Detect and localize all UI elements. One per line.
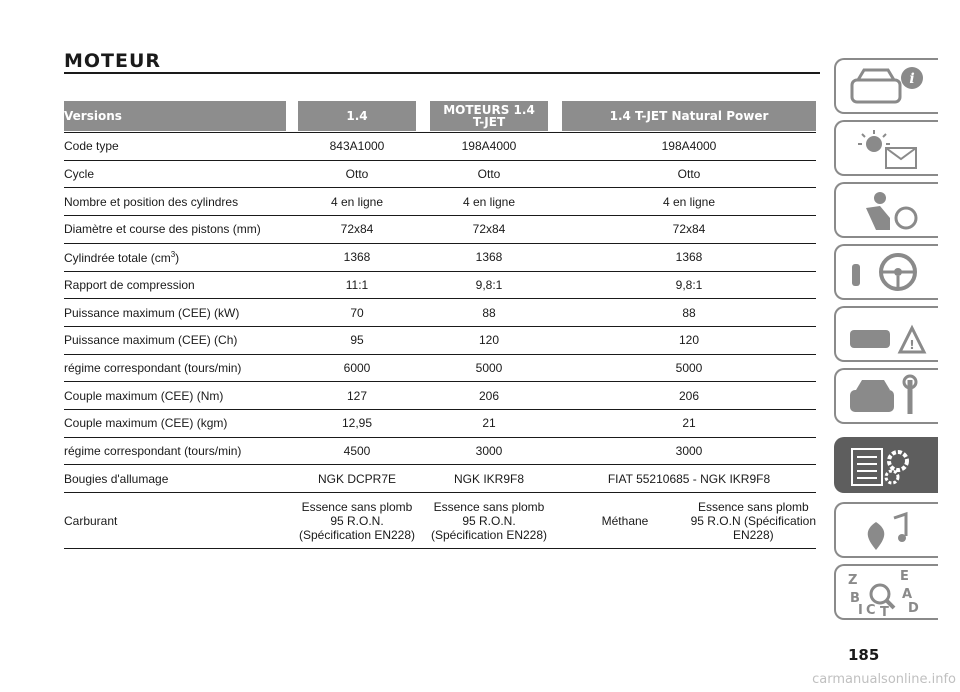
header-col-tjet-line1: MOTEURS 1.4 bbox=[443, 103, 535, 117]
car-service-icon bbox=[846, 374, 930, 420]
cell-natural-power: 5000 bbox=[675, 360, 703, 375]
cell-1-4: 4500 bbox=[343, 444, 371, 459]
row-label: Carburant bbox=[64, 514, 118, 528]
cell-1-4: 4 en ligne bbox=[330, 194, 384, 209]
cell-1-4: 72x84 bbox=[340, 222, 374, 237]
table-row bbox=[64, 244, 816, 271]
cell-1-4: 11:1 bbox=[345, 277, 369, 292]
page-title: MOTEUR bbox=[64, 50, 162, 72]
fuel-1-4-line1: Essence sans plomb bbox=[301, 500, 413, 514]
cell-tjet: 1368 bbox=[475, 250, 503, 265]
svg-text:T: T bbox=[880, 605, 889, 616]
row-label: régime correspondant (tours/min) bbox=[64, 444, 242, 459]
fuel-natural-power-petrol bbox=[688, 496, 816, 546]
svg-text:!: ! bbox=[909, 338, 915, 352]
cell-natural-power: Otto bbox=[677, 167, 701, 182]
table-row bbox=[64, 299, 816, 326]
fuel-natural-power-methane: Méthane bbox=[601, 514, 649, 528]
fuel-1-4-line2: 95 R.O.N. bbox=[330, 514, 384, 528]
row-label: Couple maximum (CEE) (kgm) bbox=[64, 416, 228, 431]
cell-1-4: 127 bbox=[346, 388, 368, 403]
table-row bbox=[64, 438, 816, 465]
fuel-np-line3: EN228) bbox=[732, 528, 774, 542]
steering-key-icon bbox=[846, 250, 930, 296]
fuel-tjet-line1: Essence sans plomb bbox=[433, 500, 545, 514]
sidebar-tab-lights[interactable] bbox=[834, 120, 938, 176]
cell-1-4: 843A1000 bbox=[329, 139, 385, 154]
cell-tjet: NGK IKR9F8 bbox=[453, 471, 525, 486]
fuel-np-line2: 95 R.O.N (Spécification bbox=[690, 514, 816, 528]
svg-text:C: C bbox=[866, 603, 876, 616]
row-divider bbox=[64, 548, 816, 549]
sidebar-tab-index[interactable] bbox=[834, 564, 938, 620]
cell-tjet: 88 bbox=[482, 305, 496, 320]
technical-data-icon bbox=[846, 443, 930, 489]
svg-text:B: B bbox=[850, 591, 860, 606]
cell-natural-power: 206 bbox=[678, 388, 700, 403]
header-col-1-4: 1.4 bbox=[298, 101, 416, 131]
header-versions: Versions bbox=[64, 101, 286, 131]
row-label: Puissance maximum (CEE) (kW) bbox=[64, 305, 240, 320]
cell-tjet: 21 bbox=[482, 416, 496, 431]
page-number: 185 bbox=[848, 646, 880, 664]
row-label: Bougies d'allumage bbox=[64, 471, 169, 486]
row-label: Rapport de compression bbox=[64, 277, 195, 292]
cell-natural-power: 72x84 bbox=[672, 222, 706, 237]
sidebar-tab-emergency[interactable] bbox=[834, 306, 938, 362]
cell-tjet: 72x84 bbox=[472, 222, 506, 237]
sidebar-tab-maintenance[interactable] bbox=[834, 368, 938, 424]
header-col-tjet-line2: T-JET bbox=[472, 115, 506, 129]
row-label-end: ) bbox=[175, 250, 180, 265]
multimedia-icon bbox=[846, 508, 930, 554]
svg-text:Z: Z bbox=[848, 573, 858, 588]
svg-text:E: E bbox=[900, 570, 909, 584]
cell-1-4: NGK DCPR7E bbox=[317, 471, 397, 486]
row-label: Puissance maximum (CEE) (Ch) bbox=[64, 333, 238, 348]
row-label: Diamètre et course des pistons (mm) bbox=[64, 222, 261, 237]
cell-tjet: 3000 bbox=[475, 444, 503, 459]
row-label: Code type bbox=[64, 139, 119, 154]
fuel-1-4 bbox=[298, 496, 416, 546]
cell-1-4: 6000 bbox=[343, 360, 371, 375]
cell-natural-power: 1368 bbox=[675, 250, 703, 265]
row-label bbox=[64, 244, 294, 271]
row-label: Couple maximum (CEE) (Nm) bbox=[64, 388, 224, 403]
svg-text:I: I bbox=[858, 603, 863, 616]
table-row bbox=[64, 188, 816, 215]
cell-tjet: 206 bbox=[478, 388, 500, 403]
row-label: Nombre et position des cylindres bbox=[64, 194, 239, 209]
fuel-np-line1: Essence sans plomb bbox=[697, 500, 809, 514]
sidebar-tab-multimedia[interactable] bbox=[834, 502, 938, 558]
svg-text:i: i bbox=[909, 71, 915, 87]
sidebar-tab-starting[interactable] bbox=[834, 244, 938, 300]
row-label-text: Cylindrée totale (cm bbox=[64, 250, 171, 265]
cell-natural-power: 88 bbox=[682, 305, 696, 320]
cell-1-4: 95 bbox=[350, 333, 364, 348]
cell-natural-power: 9,8:1 bbox=[675, 277, 703, 292]
table-row bbox=[64, 272, 816, 299]
fuel-tjet bbox=[430, 496, 548, 546]
table-row bbox=[64, 133, 816, 160]
table-row bbox=[64, 355, 816, 382]
header-col-tjet bbox=[430, 101, 548, 131]
row-label: Cycle bbox=[64, 167, 95, 182]
svg-text:D: D bbox=[908, 601, 919, 616]
cell-tjet: 9,8:1 bbox=[475, 277, 503, 292]
cell-tjet: 5000 bbox=[475, 360, 503, 375]
sidebar-tab-car-info[interactable] bbox=[834, 58, 938, 114]
cell-natural-power: FIAT 55210685 - NGK IKR9F8 bbox=[607, 471, 771, 486]
fuel-tjet-line3: (Spécification EN228) bbox=[430, 528, 548, 542]
fuel-tjet-line2: 95 R.O.N. bbox=[462, 514, 516, 528]
sidebar-tab-technical-data[interactable] bbox=[834, 437, 938, 493]
table-row bbox=[64, 216, 816, 243]
title-divider bbox=[64, 72, 820, 74]
row-label-sup: 3 bbox=[170, 249, 176, 259]
cell-natural-power: 120 bbox=[678, 333, 700, 348]
cell-1-4: Otto bbox=[345, 167, 369, 182]
cell-tjet: 4 en ligne bbox=[462, 194, 516, 209]
lights-message-icon bbox=[846, 126, 930, 172]
cell-tjet: 198A4000 bbox=[461, 139, 517, 154]
row-divider bbox=[64, 492, 816, 493]
table-row bbox=[64, 382, 816, 409]
header-col-natural-power: 1.4 T-JET Natural Power bbox=[562, 101, 816, 131]
accident-warning-icon bbox=[846, 312, 930, 358]
index-icon bbox=[846, 570, 930, 616]
table-row bbox=[64, 465, 816, 492]
cell-natural-power: 21 bbox=[682, 416, 696, 431]
cell-tjet: 120 bbox=[478, 333, 500, 348]
svg-text:A: A bbox=[902, 587, 913, 602]
table-row bbox=[64, 327, 816, 354]
sidebar-tab-safety[interactable] bbox=[834, 182, 938, 238]
cell-natural-power: 198A4000 bbox=[661, 139, 717, 154]
cell-1-4: 70 bbox=[350, 305, 364, 320]
row-label: régime correspondant (tours/min) bbox=[64, 360, 242, 375]
cell-1-4: 1368 bbox=[343, 250, 371, 265]
airbag-seat-icon bbox=[846, 188, 930, 234]
fuel-1-4-line3: (Spécification EN228) bbox=[298, 528, 416, 542]
cell-tjet: Otto bbox=[477, 167, 501, 182]
cell-natural-power: 3000 bbox=[675, 444, 703, 459]
watermark: carmanualsonline.info bbox=[812, 672, 956, 687]
table-row-carburant bbox=[64, 496, 816, 546]
table-row bbox=[64, 410, 816, 437]
car-info-icon bbox=[846, 64, 930, 110]
cell-natural-power: 4 en ligne bbox=[662, 194, 716, 209]
cell-1-4: 12,95 bbox=[341, 416, 373, 431]
table-row bbox=[64, 161, 816, 188]
